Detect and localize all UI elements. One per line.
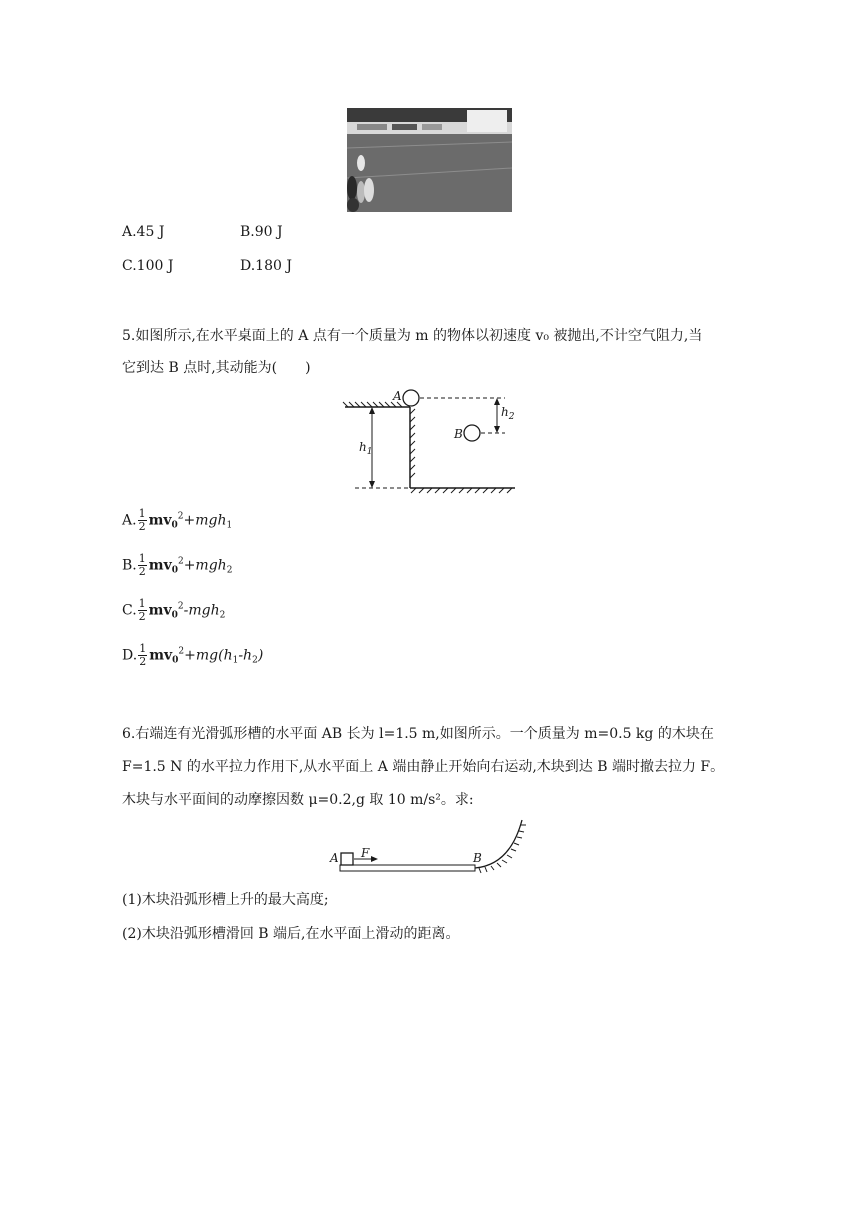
q5-stem-line2: 它到达 B 点时,其动能为( ) [122, 360, 311, 376]
q6-stem-line3: 木块与水平面间的动摩擦因数 μ=0.2,g 取 10 m/s²。求: [122, 792, 474, 808]
q6-slope-figure [325, 815, 535, 880]
q4-option-c: C.100 J [122, 258, 174, 274]
q5-option-a: A. $\frac{1}{2}$ $mv_0^2+mgh_1$ [122, 507, 233, 533]
q5-option-d: D. $\frac{1}{2}$ $mv_0^2+mg(h_1-h_2)$ [122, 642, 264, 668]
q5-label-b: B [454, 427, 463, 441]
q5-label-a: A [393, 389, 402, 403]
q6-sub2: (2)木块沿弧形槽滑回 B 端后,在水平面上滑动的距离。 [122, 926, 460, 942]
q6-label-a: A [330, 851, 339, 865]
q6-label-b: B [473, 851, 482, 865]
q5-label-h1: $h_1$ [359, 440, 373, 457]
q5-option-c: C. $\frac{1}{2}$ $mv_0^2-mgh_2$ [122, 597, 226, 623]
q6-label-f: F [361, 846, 370, 860]
soccer-photo [347, 108, 512, 212]
q5-label-h2: $h_2$ [501, 405, 515, 422]
q5-option-b: B. $\frac{1}{2}$ $mv_0^2+mgh_2$ [122, 552, 233, 578]
q4-option-b: B.90 J [240, 224, 283, 240]
q6-stem-line1: 6.右端连有光滑弧形槽的水平面 AB 长为 l=1.5 m,如图所示。一个质量为 m=0.5 kg 的木块在 [122, 726, 714, 742]
q6-sub1: (1)木块沿弧形槽上升的最大高度; [122, 892, 329, 908]
q6-stem-line2: F=1.5 N 的水平拉力作用下,从水平面上 A 端由静止开始向右运动,木块到达 B 端时撤去拉力 F。 [122, 759, 725, 775]
q4-option-a: A.45 J [122, 224, 165, 240]
q4-option-d: D.180 J [240, 258, 292, 274]
q5-stem-line1: 5.如图所示,在水平桌面上的 A 点有一个质量为 m 的物体以初速度 v₀ 被抛出,不计空气阻力,当 [122, 328, 703, 344]
